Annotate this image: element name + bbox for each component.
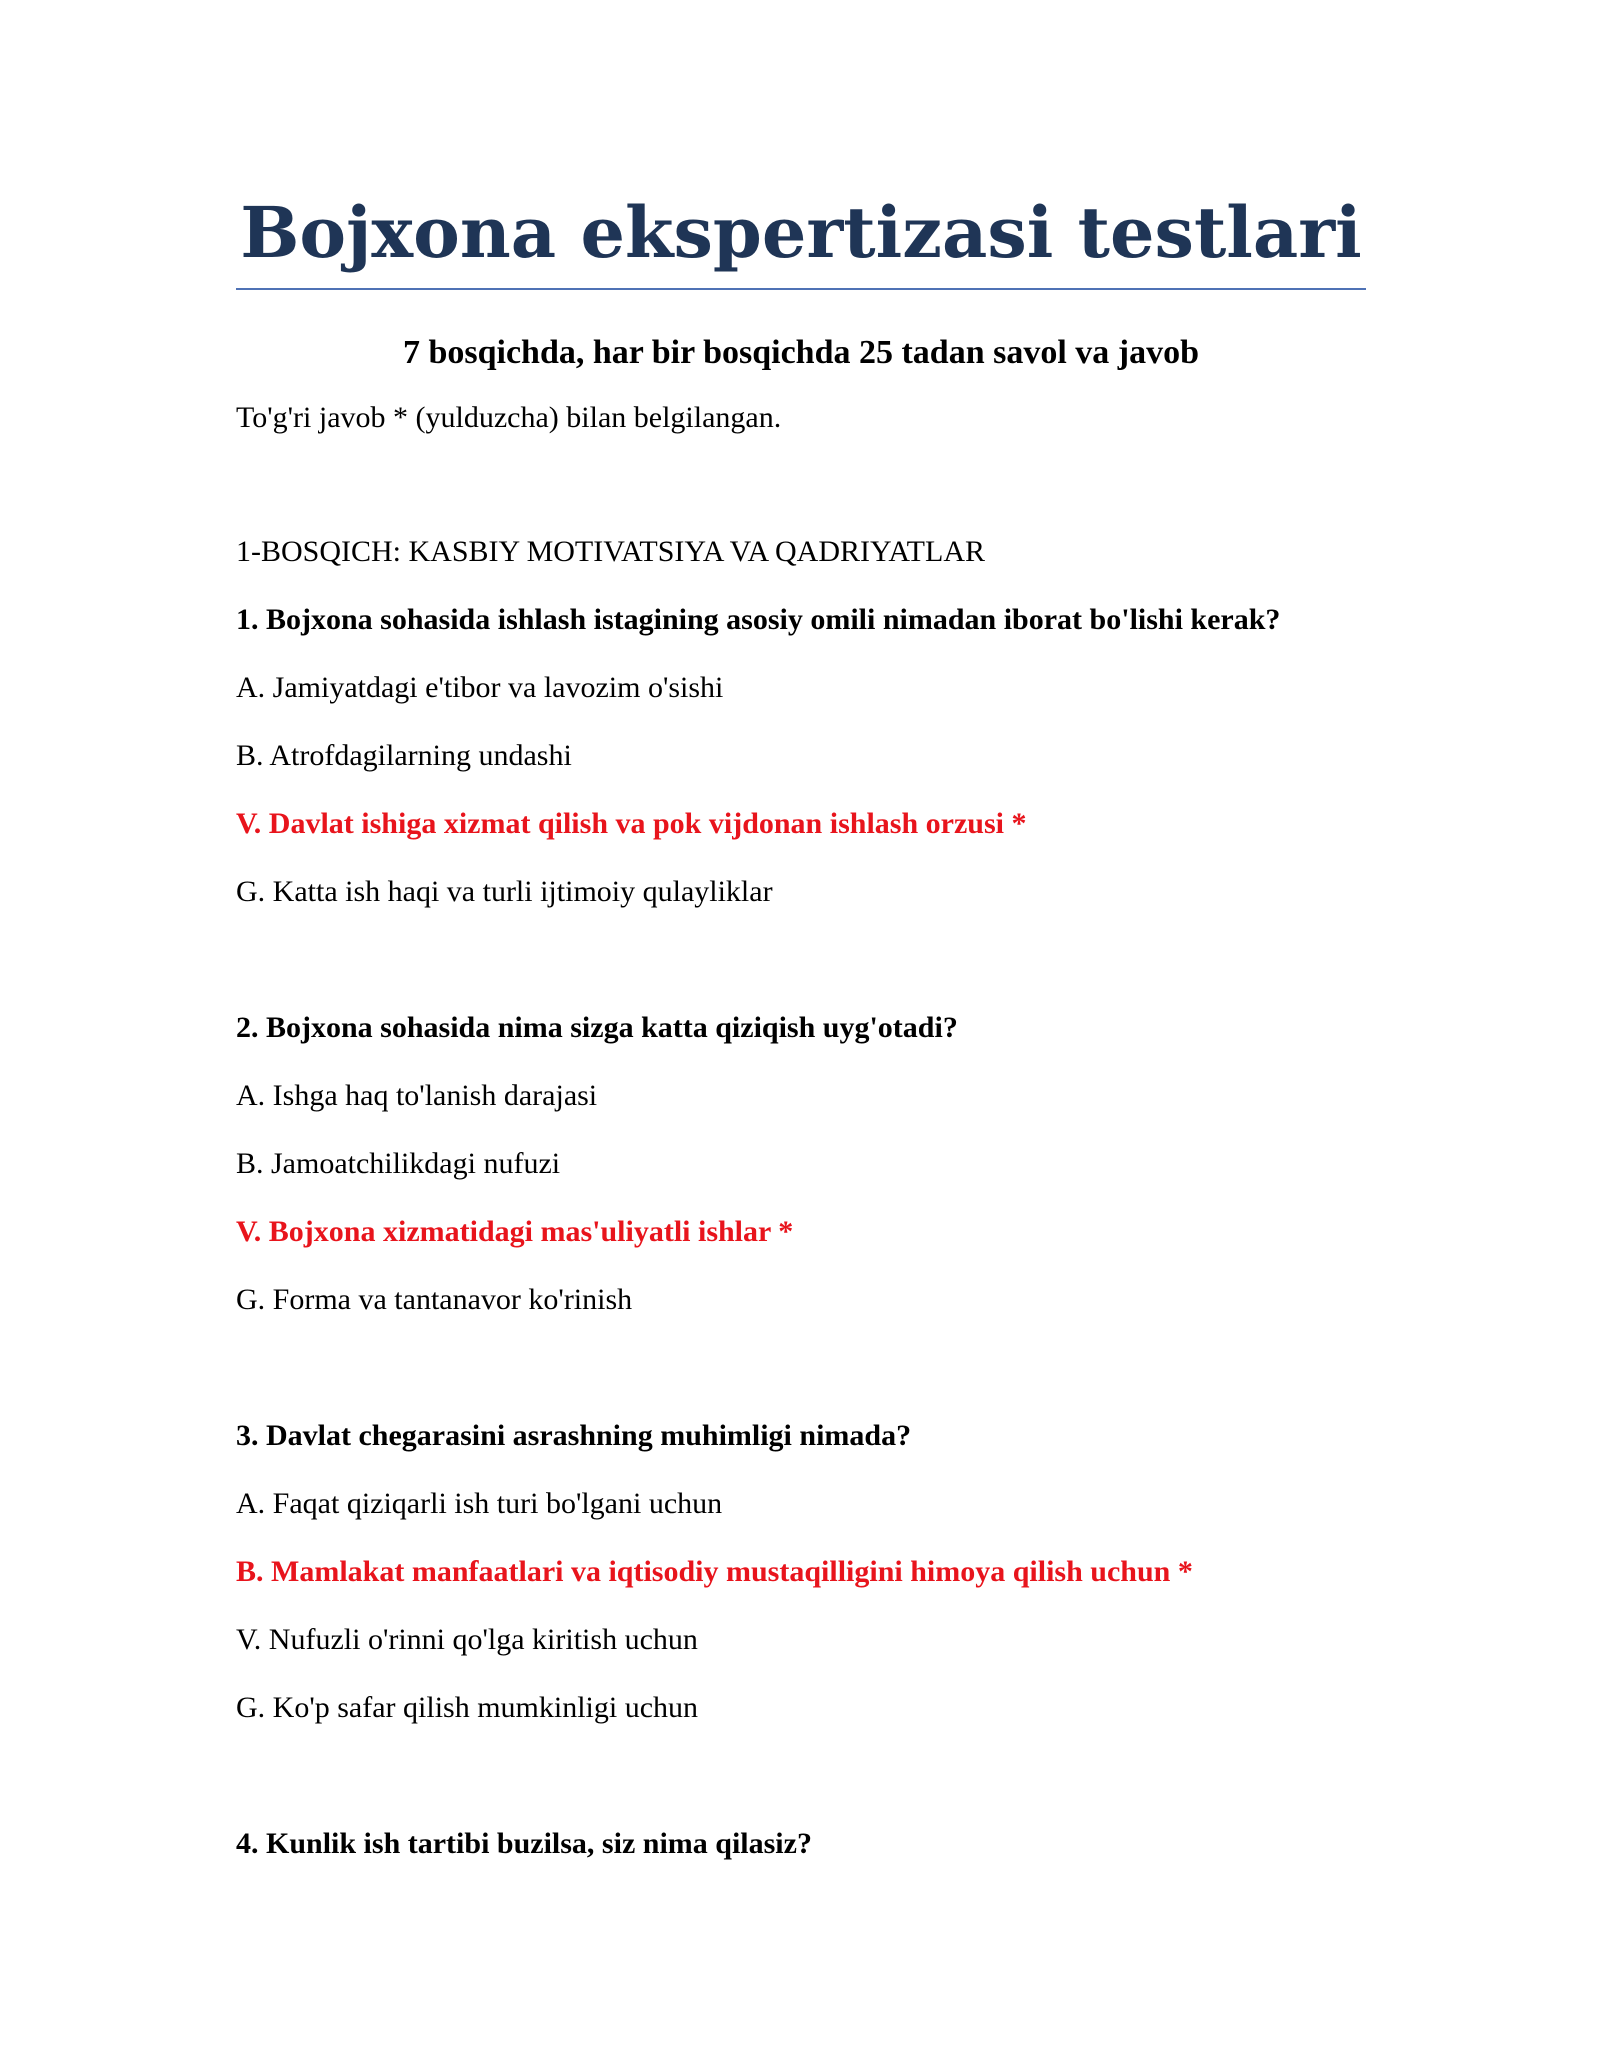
question-text: 1. Bojxona sohasida ishlash istagining asosiy omili nimadan iborat bo'lishi kerak? <box>236 603 1281 636</box>
question-block <box>236 602 1366 910</box>
answer-option: B. Atrofdagilarning undashi <box>236 739 572 772</box>
correct-answer-option: B. Mamlakat manfaatlari va iqtisodiy mustaqilligini himoya qilish uchun * <box>236 1555 1193 1588</box>
answer-option: A. Jamiyatdagi e'tibor va lavozim o'sishi <box>236 671 724 704</box>
question-text: 3. Davlat chegarasini asrashning muhimligi nimada? <box>236 1419 912 1452</box>
answer-option: G. Ko'p safar qilish mumkinligi uchun <box>236 1691 699 1724</box>
question-text: 2. Bojxona sohasida nima sizga katta qiziqish uyg'otadi? <box>236 1011 958 1044</box>
document-subtitle: 7 bosqichda, har bir bosqichda 25 tadan savol va javob <box>402 334 1200 371</box>
stage-heading: 1-BOSQICH: KASBIY MOTIVATSIYA VA QADRIYATLAR <box>236 535 985 568</box>
answer-key-note: To'g'ri javob * (yulduzcha) bilan belgilangan. <box>236 401 782 434</box>
question-block <box>236 1010 1366 1318</box>
answer-option: A. Ishga haq to'lanish darajasi <box>236 1079 598 1112</box>
document-content <box>236 188 1366 1862</box>
answer-option: G. Forma va tantanavor ko'rinish <box>236 1283 633 1316</box>
answer-option: G. Katta ish haqi va turli ijtimoiy qulayliklar <box>236 875 773 908</box>
answer-option: A. Faqat qiziqarli ish turi bo'lgani uchun <box>236 1487 723 1520</box>
question-block <box>236 1826 1366 1862</box>
correct-answer-option: V. Davlat ishiga xizmat qilish va pok vijdonan ishlash orzusi * <box>236 807 1027 840</box>
document-title: Bojxona ekspertizasi testlari <box>236 188 1366 290</box>
correct-answer-option: V. Bojxona xizmatidagi mas'uliyatli ishlar * <box>236 1215 794 1248</box>
question-block <box>236 1418 1366 1726</box>
answer-option: B. Jamoatchilikdagi nufuzi <box>236 1147 561 1180</box>
answer-option: V. Nufuzli o'rinni qo'lga kiritish uchun <box>236 1623 698 1656</box>
question-text: 4. Kunlik ish tartibi buzilsa, siz nima qilasiz? <box>236 1827 812 1860</box>
